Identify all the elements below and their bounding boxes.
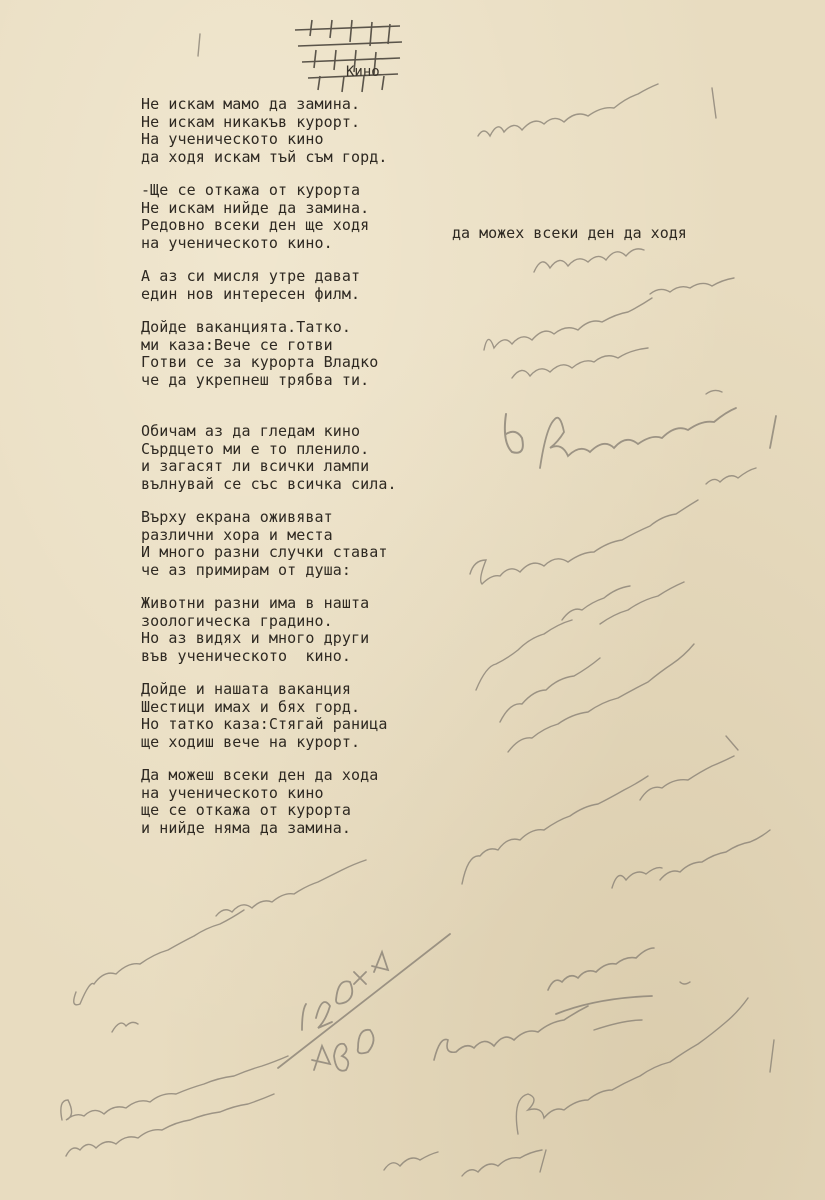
poem-line: -Ще се откажа от курорта [141,181,361,199]
poem-line: Дойде и нашата ваканция [141,680,352,698]
poem-line: Но аз видях и много други [141,629,370,647]
poem-line: и нийде няма да замина. [141,818,352,837]
poem-line: че аз примирам от душа: [141,560,352,579]
poem-line: на ученическото кино. [141,233,333,252]
poem-line: вълнувай се със всичка сила. [141,474,397,493]
poem-line: да ходя искам тъй съм горд. [141,147,388,166]
poem-line: Шестици имах и бях горд. [141,697,361,716]
poem-line: един нов интересен филм. [141,284,361,303]
poem-line: ще се откажа от курорта [141,801,352,819]
poem-line: Да можеш всеки ден да хода [141,766,379,784]
margin-typed-line: да можех всеки ден да ходя [452,224,687,242]
poem-line: Редовно всеки ден ще ходя [141,216,370,234]
poem-line: Обичам аз да гледам кино [141,422,361,440]
poem-line: Дойде ваканцията.Татко. [141,318,352,336]
poem-line: че да укрепнеш трябва ти. [141,370,370,389]
poem-line: Не искам мамо да замина. [141,95,361,113]
poem-line: ми каза:Вече се готви [141,335,333,354]
poem-line: На ученическото кино [141,130,324,148]
poem-line: на ученическото кино [141,783,324,802]
poem-line: ще ходиш вече на курорт. [141,732,361,751]
poem-line: Готви се за курорта Владко [141,353,379,371]
poem-line: Не искам нийде да замина. [141,198,370,217]
poem-line: зоологическа градино. [141,611,333,630]
poem-line: А аз си мисля утре дават [141,267,361,285]
poem-line: и загасят ли всички лампи [141,457,370,475]
poem-line: И много разни случки стават [141,543,388,561]
poem-line: Не искам никакъв курорт. [141,112,361,131]
poem-line: различни хора и места [141,525,333,544]
poem-line: Животни разни има в нашта [141,594,370,612]
poem-line: във ученическото кино. [141,646,352,665]
poem-title: Кино [346,64,380,80]
poem-line: Но татко каза:Стягай раница [141,715,388,733]
poem-line: Сърдцето ми е то пленило. [141,439,370,458]
poem-line: Върху екрана оживяват [141,508,333,526]
